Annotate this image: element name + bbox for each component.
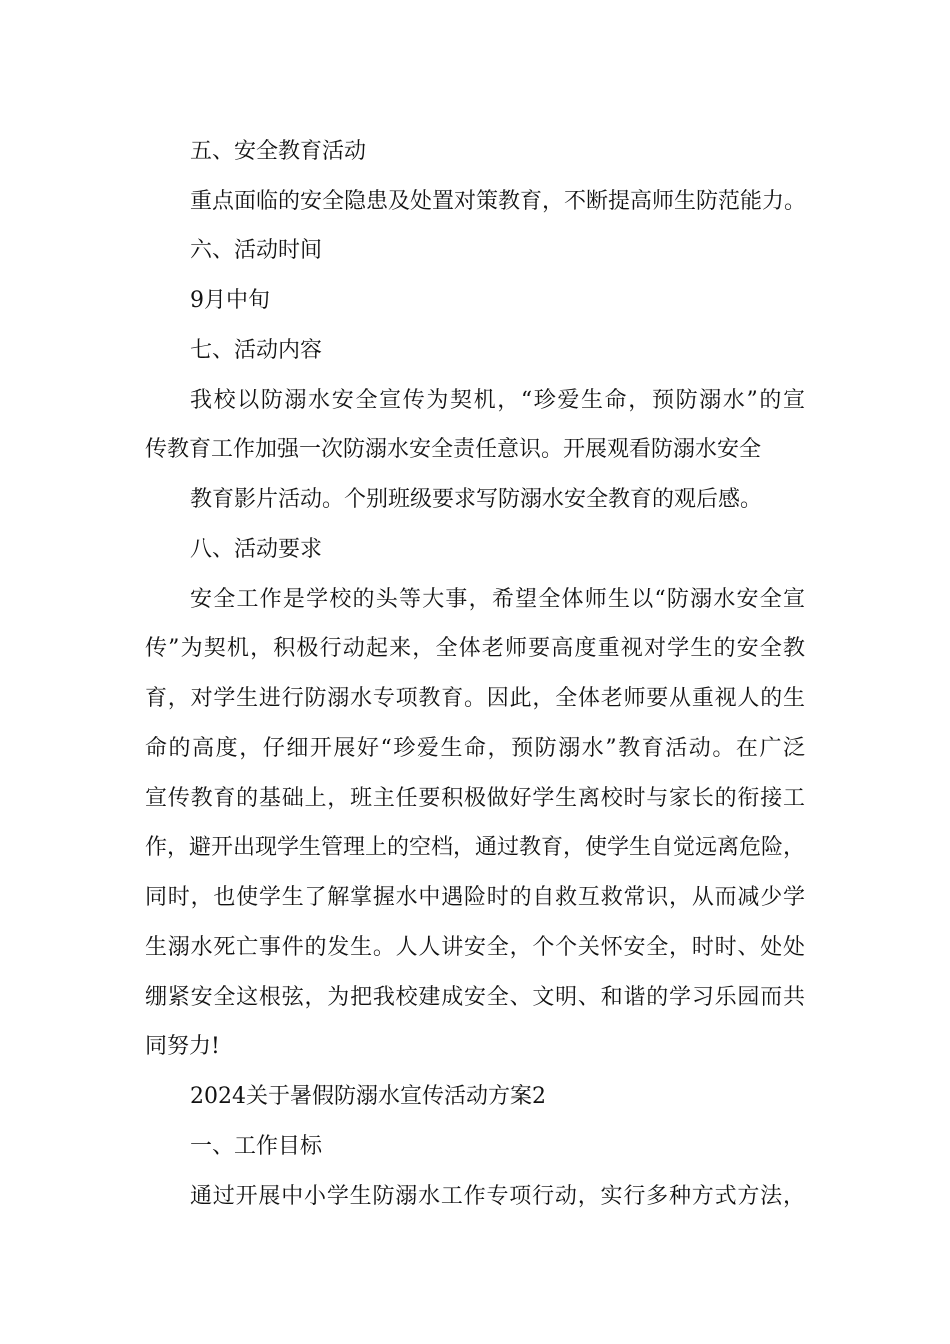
paragraph-line: 同时，也使学生了解掌握水中遇险时的自救互救常识，从而减少学 [145, 885, 805, 910]
paragraph-line: 重点面临的安全隐患及处置对策教育，不断提高师生防范能力。 [190, 189, 807, 214]
paragraph-line: 安全工作是学校的头等大事，希望全体师生以“防溺水安全宣 [190, 587, 805, 612]
paragraph-line: 教育影片活动。个别班级要求写防溺水安全教育的观后感。 [190, 487, 763, 512]
paragraph-line: 育，对学生进行防溺水专项教育。因此，全体老师要从重视人的生 [145, 686, 805, 711]
paragraph-line: 绷紧安全这根弦，为把我校建成安全、文明、和谐的学习乐园而共 [145, 985, 805, 1010]
paragraph-line: 生溺水死亡事件的发生。人人讲安全，个个关怀安全，时时、处处 [145, 935, 805, 960]
paragraph-line: 9月中旬 [190, 288, 270, 313]
paragraph-line: 传教育工作加强一次防溺水安全责任意识。开展观看防溺水安全 [145, 437, 762, 462]
document-title: 2024关于暑假防溺水宣传活动方案2 [190, 1084, 546, 1109]
section-heading-eight: 八、活动要求 [190, 537, 323, 562]
section-heading-one: 一、工作目标 [190, 1134, 323, 1159]
paragraph-line: 命的高度，仔细开展好“珍爱生命，预防溺水”教育活动。在广泛 [145, 736, 805, 761]
paragraph-line: 宣传教育的基础上，班主任要积极做好学生离校时与家长的衔接工 [145, 786, 805, 811]
paragraph-line: 传”为契机，积极行动起来，全体老师要高度重视对学生的安全教 [145, 636, 805, 661]
paragraph-line: 同努力! [145, 1034, 220, 1059]
section-heading-six: 六、活动时间 [190, 238, 323, 263]
paragraph-line: 我校以防溺水安全宣传为契机，“珍爱生命，预防溺水”的宣 [190, 388, 805, 413]
section-heading-seven: 七、活动内容 [190, 338, 323, 363]
paragraph-line: 作，避开出现学生管理上的空档，通过教育，使学生自觉远离危险， [145, 835, 806, 860]
section-heading-five: 五、安全教育活动 [190, 139, 367, 164]
paragraph-line: 通过开展中小学生防溺水工作专项行动，实行多种方式方法， [190, 1184, 805, 1209]
